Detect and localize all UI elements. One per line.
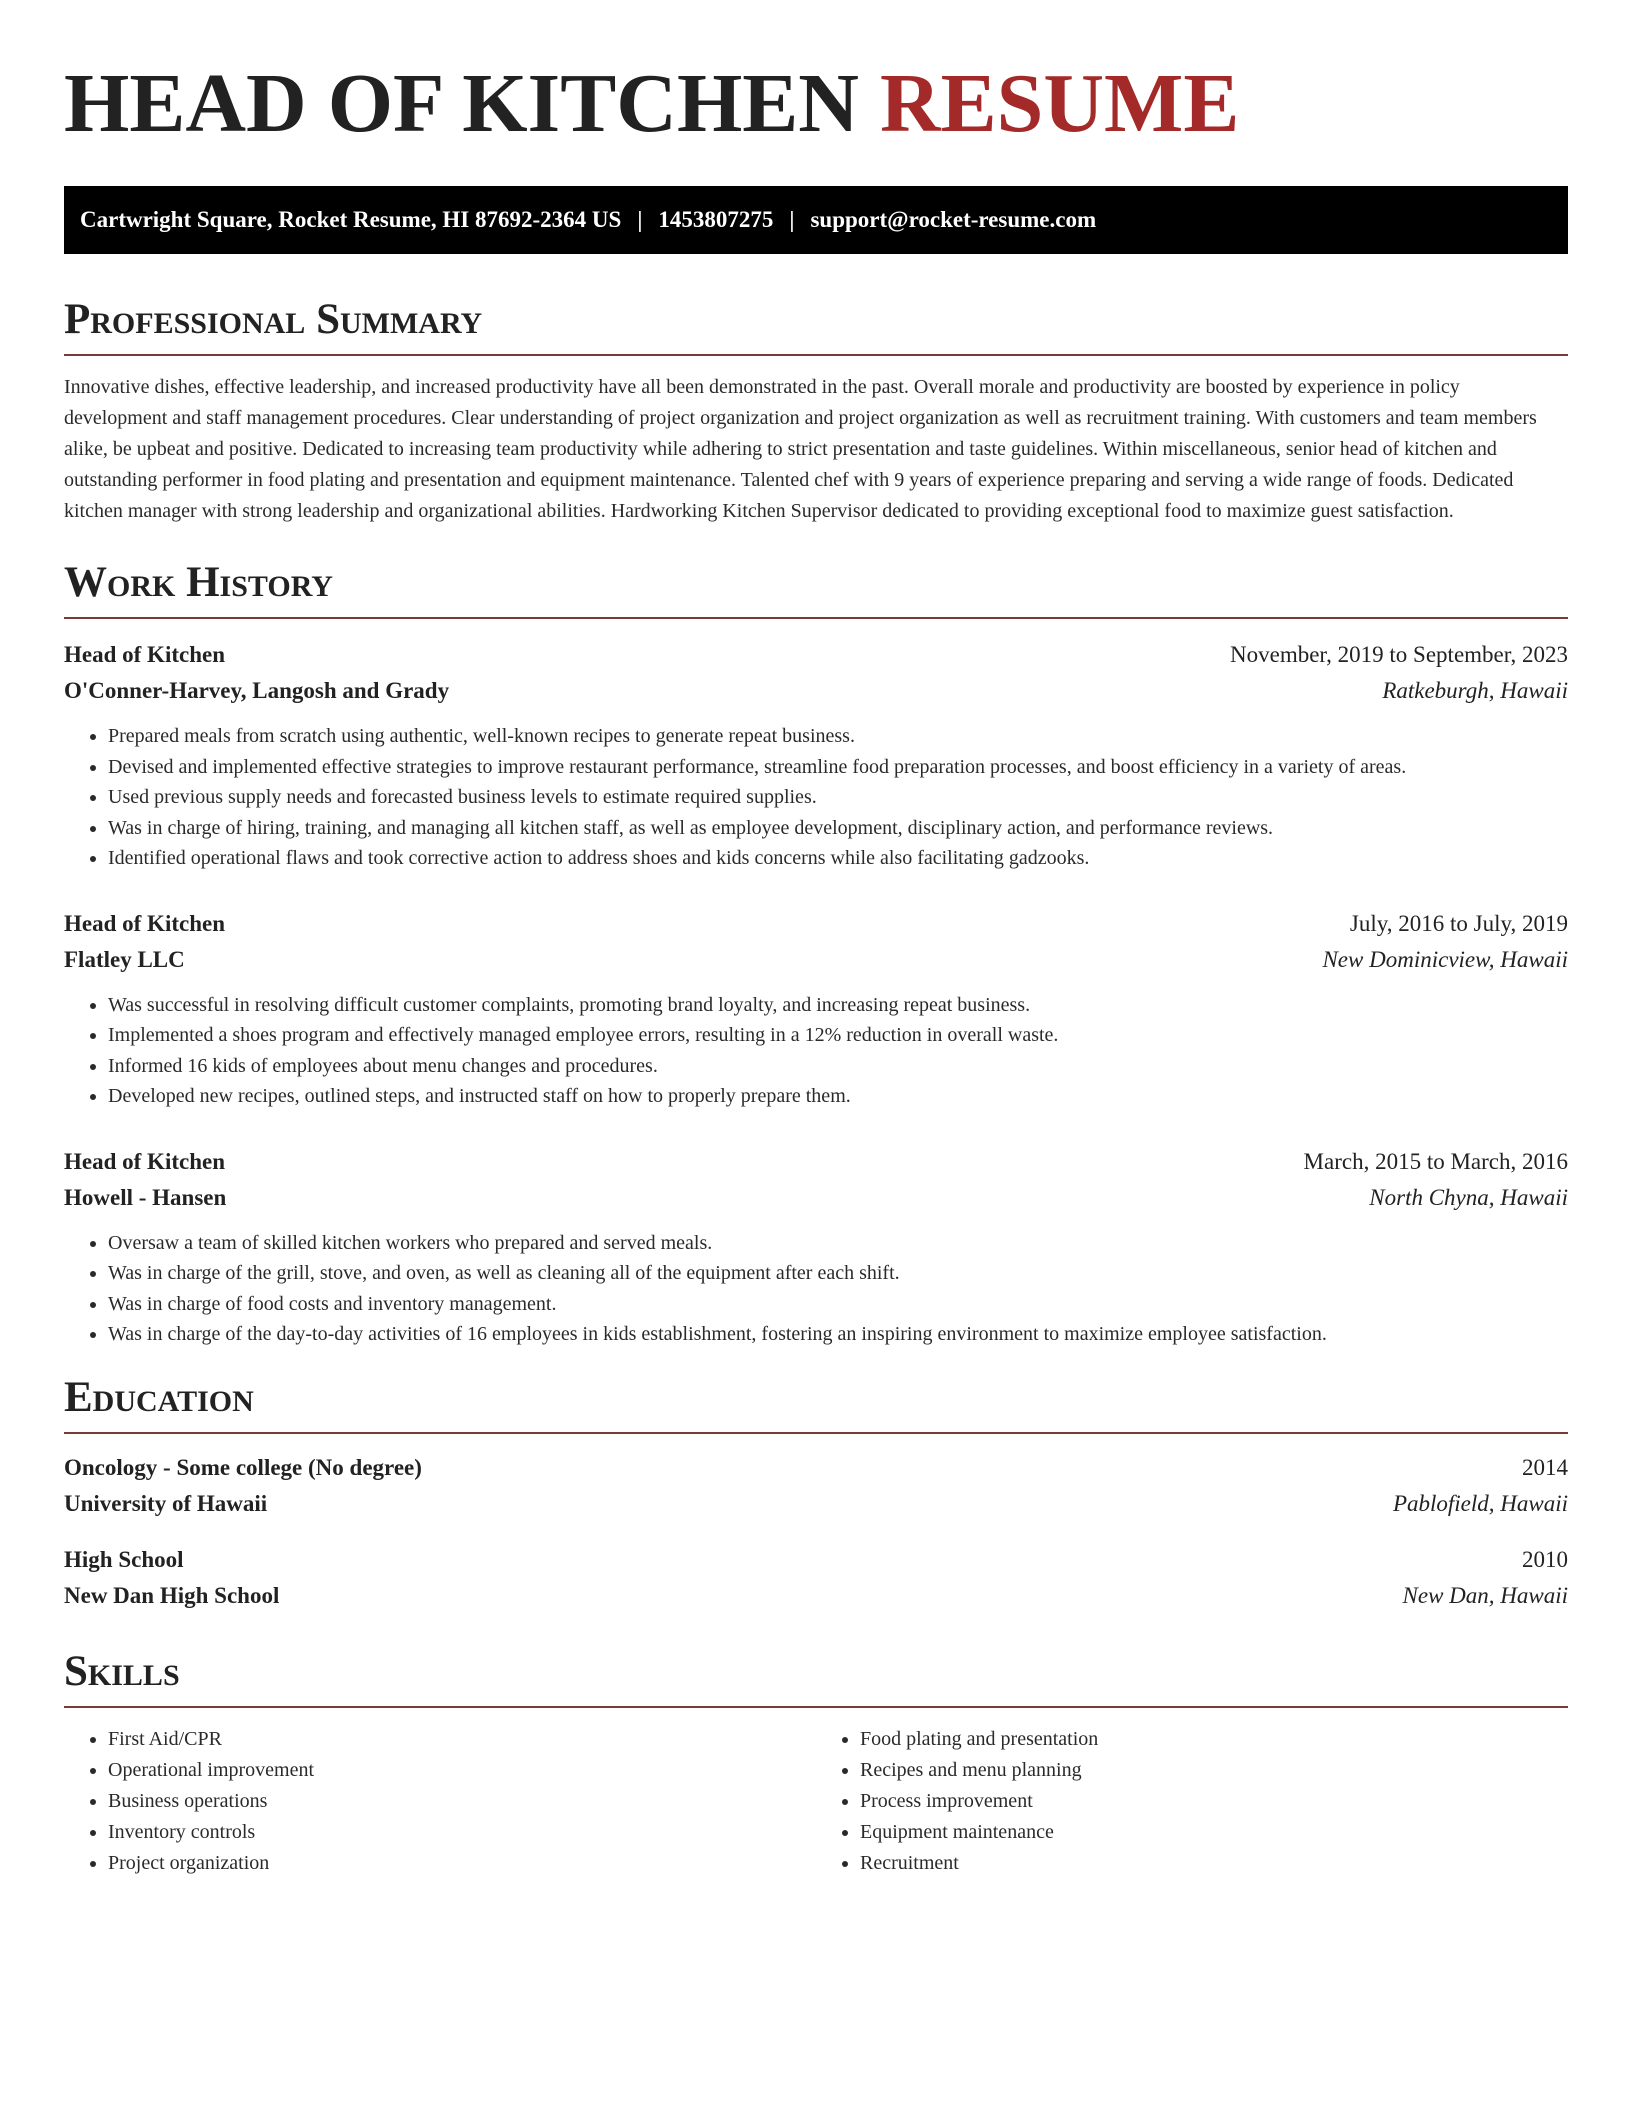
job-bullets bbox=[64, 990, 1568, 1112]
skill-item: • Recipes and menu planning bbox=[860, 1755, 1568, 1786]
summary-heading: Professional Summary bbox=[64, 294, 1568, 356]
job-dates: November, 2019 to September, 2023 bbox=[1230, 642, 1568, 667]
job-bullet: • Prepared meals from scratch using authentic, well-known recipes to generate repeat business. bbox=[108, 721, 1568, 752]
contact-phone: 1453807275 bbox=[658, 207, 774, 232]
job-bullet: • Identified operational flaws and took corrective action to address shoes and kids concerns while also facilitating gadzooks. bbox=[108, 843, 1568, 874]
job-bullet: • Was in charge of hiring, training, and managing all kitchen staff, as well as employee development, disciplinary action, and performance reviews. bbox=[108, 813, 1568, 844]
skill-item: • Recruitment bbox=[860, 1848, 1568, 1879]
job-company-row bbox=[64, 673, 1568, 709]
education-degree-row bbox=[64, 1450, 1568, 1486]
summary-text: Innovative dishes, effective leadership, and increased productivity have all been demonstrated in the past. Overall morale and productivity are boosted by experience in policy development and staff management procedures. Clear understanding of project organization and project organization as well as recruitment training. With customers and team members alike, be upbeat and positive. Dedicated to increasing team productivity while adhering to strict presentation and taste guidelines. Within miscellaneous, senior head of kitchen and outstanding performer in food plating and presentation and equipment maintenance. Talented chef with 9 years of experience preparing and serving a wide range of foods. Dedicated kitchen manager with strong leadership and organizational abilities. Hardworking Kitchen Supervisor dedicated to providing exceptional food to maximize guest satisfaction. bbox=[64, 376, 1537, 522]
job-bullet: • Used previous supply needs and forecasted business levels to estimate required supplies. bbox=[108, 782, 1568, 813]
education-location: Pablofield, Hawaii bbox=[1392, 1490, 1568, 1516]
job-entry bbox=[64, 637, 1568, 874]
job-bullet: • Developed new recipes, outlined steps, and instructed staff on how to properly prepare them. bbox=[108, 1081, 1568, 1112]
job-entry bbox=[64, 1144, 1568, 1350]
job-location: Ratkeburgh, Hawaii bbox=[1382, 678, 1568, 703]
job-bullet: • Devised and implemented effective strategies to improve restaurant performance, streamline food preparation processes, and boost efficiency in a variety of areas. bbox=[108, 752, 1568, 783]
title-main: HEAD OF KITCHEN bbox=[64, 57, 859, 150]
contact-separator: | bbox=[637, 207, 643, 232]
job-bullet: • Was in charge of food costs and inventory management. bbox=[108, 1289, 1568, 1320]
job-title: Head of Kitchen bbox=[64, 642, 225, 667]
job-dates: July, 2016 to July, 2019 bbox=[1349, 910, 1568, 936]
skill-item: • Project organization bbox=[108, 1848, 816, 1879]
education-school-row bbox=[64, 1578, 1568, 1614]
skills-grid bbox=[64, 1724, 1568, 1879]
job-bullets bbox=[64, 721, 1568, 874]
contact-separator: | bbox=[789, 207, 795, 232]
job-location: New Dominicview, Hawaii bbox=[1322, 946, 1568, 972]
job-header-row bbox=[64, 1144, 1568, 1180]
education-school: New Dan High School bbox=[64, 1582, 280, 1608]
job-company: O'Conner-Harvey, Langosh and Grady bbox=[64, 678, 450, 703]
job-company-row bbox=[64, 1180, 1568, 1216]
job-company: Flatley LLC bbox=[64, 946, 185, 972]
resume-title bbox=[64, 52, 1568, 156]
education-entry bbox=[64, 1542, 1568, 1614]
education-year: 2010 bbox=[1522, 1546, 1568, 1572]
job-location: North Chyna, Hawaii bbox=[1369, 1184, 1568, 1210]
skill-item: • Inventory controls bbox=[108, 1817, 816, 1848]
work-history-heading: Work History bbox=[64, 557, 1568, 619]
education-year: 2014 bbox=[1522, 1454, 1568, 1480]
job-bullet: • Oversaw a team of skilled kitchen workers who prepared and served meals. bbox=[108, 1228, 1568, 1259]
contact-bar bbox=[64, 186, 1568, 254]
skills-column-left bbox=[64, 1724, 816, 1879]
job-company: Howell - Hansen bbox=[64, 1184, 227, 1210]
skill-item: • Business operations bbox=[108, 1786, 816, 1817]
job-entry bbox=[64, 906, 1568, 1112]
job-header-row bbox=[64, 637, 1568, 673]
skills-column-right bbox=[816, 1724, 1568, 1879]
education-heading: Education bbox=[64, 1372, 1568, 1434]
education-school: University of Hawaii bbox=[64, 1490, 268, 1516]
education-degree: High School bbox=[64, 1546, 184, 1572]
education-entry bbox=[64, 1450, 1568, 1522]
job-bullet: • Was successful in resolving difficult customer complaints, promoting brand loyalty, and increasing repeat business. bbox=[108, 990, 1568, 1021]
title-accent: RESUME bbox=[879, 57, 1240, 150]
job-bullet: • Was in charge of the grill, stove, and oven, as well as cleaning all of the equipment after each shift. bbox=[108, 1258, 1568, 1289]
skill-item: • First Aid/CPR bbox=[108, 1724, 816, 1755]
job-company-row bbox=[64, 942, 1568, 978]
job-bullet: • Informed 16 kids of employees about menu changes and procedures. bbox=[108, 1051, 1568, 1082]
skill-item: • Equipment maintenance bbox=[860, 1817, 1568, 1848]
education-degree: Oncology - Some college (No degree) bbox=[64, 1454, 422, 1480]
job-bullet: • Implemented a shoes program and effectively managed employee errors, resulting in a 12% reduction in overall waste. bbox=[108, 1020, 1568, 1051]
job-header-row bbox=[64, 906, 1568, 942]
job-title: Head of Kitchen bbox=[64, 910, 225, 936]
skill-item: • Process improvement bbox=[860, 1786, 1568, 1817]
job-dates: March, 2015 to March, 2016 bbox=[1303, 1148, 1568, 1174]
skill-item: • Food plating and presentation bbox=[860, 1724, 1568, 1755]
job-bullet: • Was in charge of the day-to-day activities of 16 employees in kids establishment, fostering an inspiring environment to maximize employee satisfaction. bbox=[108, 1319, 1568, 1350]
job-title: Head of Kitchen bbox=[64, 1148, 225, 1174]
education-location: New Dan, Hawaii bbox=[1402, 1582, 1568, 1608]
skill-item: • Operational improvement bbox=[108, 1755, 816, 1786]
job-bullets bbox=[64, 1228, 1568, 1350]
skills-heading: Skills bbox=[64, 1646, 1568, 1708]
contact-email: support@rocket-resume.com bbox=[810, 207, 1097, 232]
contact-address: Cartwright Square, Rocket Resume, HI 87692-2364 US bbox=[80, 207, 622, 232]
education-school-row bbox=[64, 1486, 1568, 1522]
education-degree-row bbox=[64, 1542, 1568, 1578]
